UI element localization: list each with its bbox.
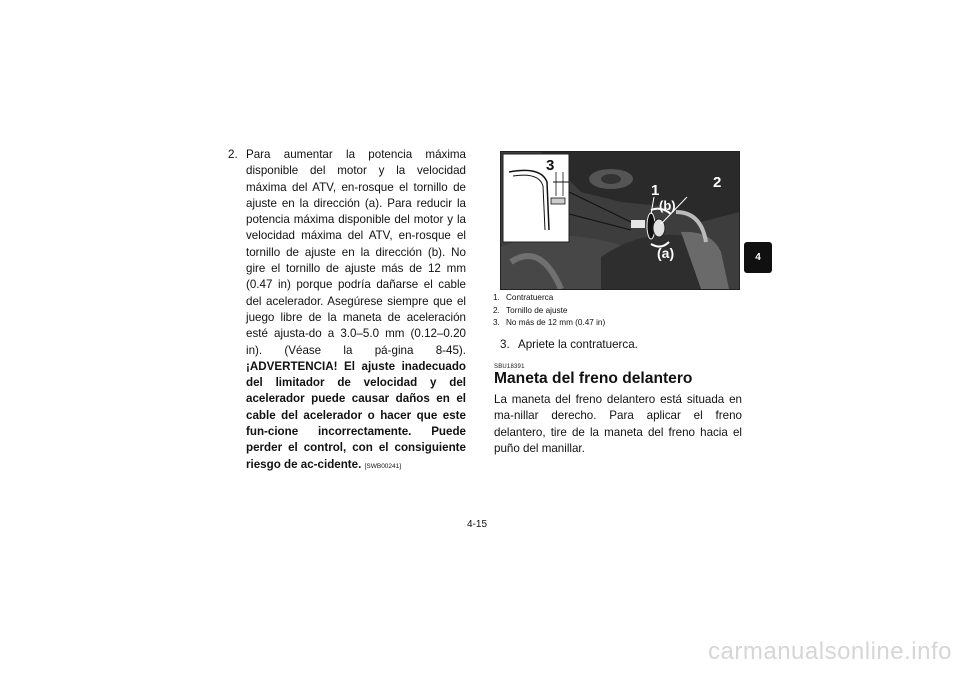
callout-1: 1: [651, 182, 660, 199]
instruction-left-column: [228, 147, 466, 475]
caption-number: 1.: [493, 293, 500, 302]
callout-3: 3: [546, 157, 555, 174]
callout-a: (a): [657, 245, 675, 261]
step-text: Apriete la contratuerca.: [518, 338, 638, 351]
caption-number: 2.: [493, 305, 500, 315]
step-number: 2.: [228, 148, 238, 161]
page-number: 4-15: [467, 519, 488, 530]
caption-3: [493, 317, 743, 330]
caption-2: [493, 305, 743, 318]
section-code: SBU18391: [494, 364, 525, 370]
section-title: Maneta del freno delantero: [494, 370, 693, 387]
caption-text: Tornillo de ajuste: [506, 305, 568, 315]
callout-2: 2: [713, 174, 722, 191]
watermark: carmanualsonline.info: [708, 638, 952, 665]
step-3: [500, 337, 638, 353]
warning-text: ¡ADVERTENCIA! El ajuste inadecuado del limitador de velocidad y del acelerador puede causar daños en el cable del acelerador o hacer que este fun-cione incorrectamente. Puede perder el control, con el consiguiente riesgo de ac-cidente.: [246, 359, 466, 471]
caption-text: Contratuerca: [506, 293, 554, 302]
caption-1: [493, 292, 743, 305]
figure-illustration: [501, 152, 739, 289]
caption-number: 3.: [493, 318, 500, 327]
callout-b: (b): [659, 198, 676, 213]
step-number: 3.: [500, 338, 510, 351]
step-2: [228, 147, 466, 475]
step-text: Para aumentar la potencia máxima disponible del motor y la velocidad máxima del ATV, en-rosque el tornillo de ajuste en la dirección (a). Para reducir la potencia máxima disponible del motor y la velocidad máxima del ATV, en-rosque el tornillo de ajuste en la dirección (b). No gire el tornillo de ajuste más de 12 mm (0.47 in) porque podría dañarse el cable del acelerador. Asegúrese siempre que el juego libre de la maneta de aceleración esté ajusta-do a 3.0–5.0 mm (0.12–0.20 in). (Véase la pá-gina 8-45).: [246, 148, 466, 357]
warning-code: [SWB00241]: [364, 462, 402, 470]
throttle-adjustment-figure: [500, 151, 740, 290]
chapter-tab: 4: [744, 242, 772, 273]
figure-captions: [493, 292, 743, 330]
section-body: La maneta del freno delantero está situada en ma-nillar derecho. Para aplicar el freno delantero, tire de la maneta del freno hacia el puño del manillar.: [494, 393, 742, 455]
caption-text: No más de 12 mm (0.47 in): [506, 318, 606, 327]
